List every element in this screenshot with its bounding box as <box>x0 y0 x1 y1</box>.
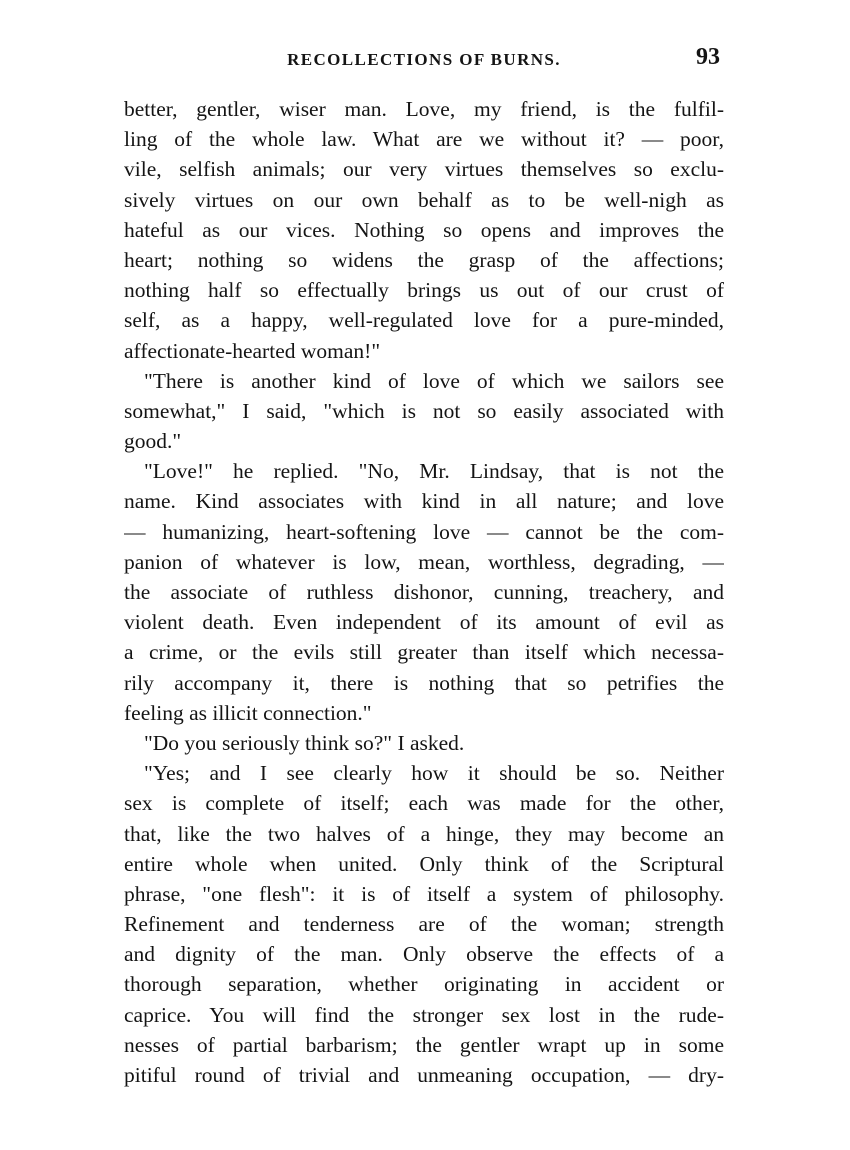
running-head <box>124 44 724 74</box>
text-line: violent death. Even independent of its amount of evil as <box>124 610 724 635</box>
text-line: heart; nothing so widens the grasp of the affections; <box>124 247 724 272</box>
text-line: self, as a happy, well-regulated love for a pure-minded, <box>124 308 724 333</box>
text-line: entire whole when united. Only think of the Scriptural <box>124 851 724 876</box>
text-line: feeling as illicit connection." <box>124 700 372 725</box>
text-line: phrase, "one flesh": it is of itself a system of philosophy. <box>124 881 724 906</box>
text-line: name. Kind associates with kind in all nature; and love <box>124 489 724 514</box>
text-line: "Love!" he replied. "No, Mr. Lindsay, that is not the <box>144 459 724 484</box>
text-line: nothing half so effectually brings us out of our crust of <box>124 278 724 303</box>
text-line: "Do you seriously think so?" I asked. <box>144 730 465 755</box>
text-line: caprice. You will find the stronger sex lost in the rude- <box>124 1002 724 1027</box>
text-line: "Yes; and I see clearly how it should be so. Neither <box>144 761 724 786</box>
text-line: panion of whatever is low, mean, worthless, degrading, — <box>124 549 724 574</box>
text-line: ling of the whole law. What are we without it? — poor, <box>124 127 724 152</box>
text-line: vile, selfish animals; our very virtues themselves so exclu- <box>124 157 724 182</box>
body-text <box>124 94 724 1090</box>
text-line: nesses of partial barbarism; the gentler wrapt up in some <box>124 1032 724 1057</box>
text-line: pitiful round of trivial and unmeaning occupation, — dry- <box>124 1063 724 1087</box>
text-line: good." <box>124 429 182 454</box>
text-line: somewhat," I said, "which is not so easily associated with <box>124 398 724 423</box>
text-line: — humanizing, heart-softening love — cannot be the com- <box>124 519 724 544</box>
text-line: affectionate-hearted woman!" <box>124 338 381 363</box>
text-line: the associate of ruthless dishonor, cunning, treachery, and <box>124 580 724 604</box>
running-title: RECOLLECTIONS OF BURNS. <box>287 50 561 69</box>
text-line: a crime, or the evils still greater than itself which necessa- <box>124 640 724 665</box>
text-line: "There is another kind of love of which we sailors see <box>144 368 724 393</box>
text-line: and dignity of the man. Only observe the effects of a <box>124 942 724 967</box>
text-line: sively virtues on our own behalf as to be well-nigh as <box>124 187 724 212</box>
text-line: thorough separation, whether originating in accident or <box>124 972 724 997</box>
text-line: Refinement and tenderness are of the woman; strength <box>124 912 724 937</box>
text-line: that, like the two halves of a hinge, they may become an <box>124 821 724 846</box>
text-line: sex is complete of itself; each was made for the other, <box>124 791 724 816</box>
text-line: better, gentler, wiser man. Love, my friend, is the fulfil- <box>124 97 724 121</box>
text-line: rily accompany it, there is nothing that so petrifies the <box>124 670 724 695</box>
text-line: hateful as our vices. Nothing so opens and improves the <box>124 217 724 242</box>
page-number: 93 <box>696 44 720 70</box>
